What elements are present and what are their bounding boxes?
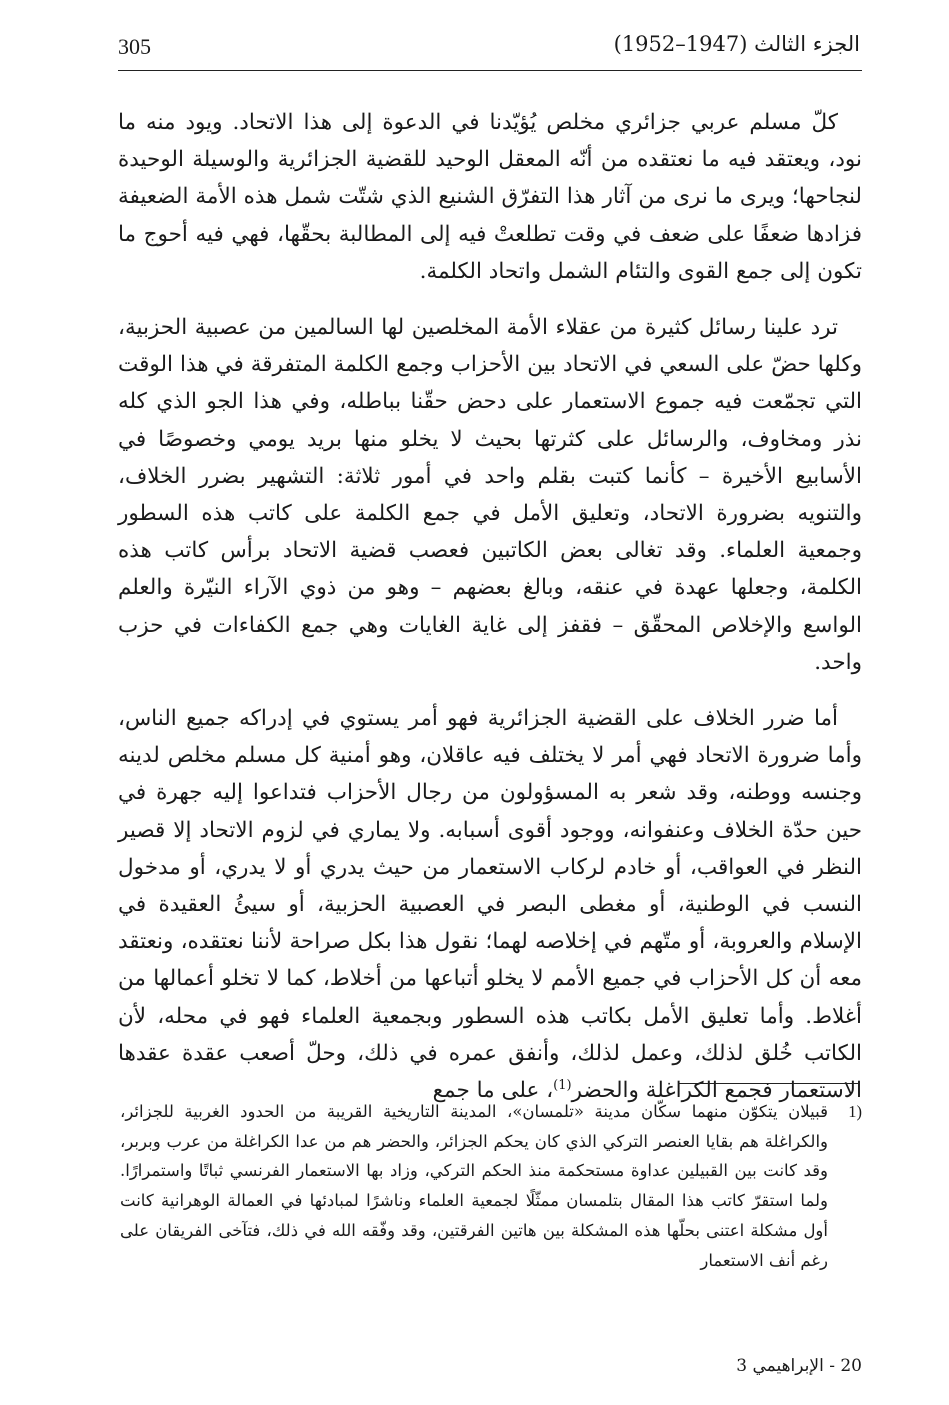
- page-header: [118, 30, 860, 66]
- page-number: 305: [118, 34, 151, 59]
- footnote-reference[interactable]: (1): [553, 1077, 572, 1093]
- running-title: الجزء الثالث (1947–1952): [613, 32, 860, 56]
- paragraph-3-text: أما ضرر الخلاف على القضية الجزائرية فهو أمر يستوي في إدراكه جميع الناس، وأما ضرورة الاتحاد فهي أمر لا يختلف فيه عاقلان، وهو أمنية كل مسلم مخلص لدينه وجنسه ووطنه، وقد شعر به المسؤولون من رجال الأحزاب فتداعوا إليه جهرة في حين حدّة الخلاف وعنفوانه، ووجود أقوى أسبابه. ولا يماري في لزوم الاتحاد إلا قصير النظر في العواقب، أو خادم لركاب الاستعمار من حيث يدري أو لا يدري، أو مدخول النسب في الوطنية، أو مغطى البصر في العصبية الحزبية، أو سيئُ العقيدة في الإسلام والعروبة، أو متّهم في إخلاصه لهما؛ نقول هذا بكل صراحة لأننا نعتقده، ونعتقد معه أن كل الأحزاب في جميع الأمم لا يخلو أتباعها من أخلاط، كما لا تخلو أعمالها من أغلاط. وأما تعليق الأمل بكاتب هذه السطور وبجمعية العلماء فهو في محله، لأن الكاتب خُلق لذلك، وعمل لذلك، وأنفق عمره في ذلك، وحلّ أصعب عقدة عقدها الاستعمار فجمع الكراغلة والحضر: [118, 706, 862, 1104]
- body-text: [118, 104, 862, 1128]
- paragraph-3-tail: ، على ما جمع: [432, 1078, 554, 1104]
- footnote-marker: 1): [848, 1102, 862, 1121]
- footnote-text: قبيلان يتكوّن منهما سكّان مدينة «تلمسان»، المدينة التاريخية القريبة من الحدود الغربية للجزائر، والكراغلة هم بقايا العنصر التركي الذي كان يحكم الجزائر، والحضر هم من عدا الكراغلة من عرب وبربر، وقد كانت بين القبيلين عداوة مستحكمة منذ الحكم التركي، وزاد بها الاستعمار الفرنسي ثباتًا واستمرارًا. ولما استقرّ كاتب هذا المقال بتلمسان ممثّلًا لجمعية العلماء وناشرًا لمبادئها في العمالة الوهرانية كانت أول مشكلة اعتنى بحلّها هذه المشكلة بين هاتين الفرقتين، وقد وفّقه الله في ذلك، فتآخى الفريقان على رغم أنف الاستعمار: [120, 1102, 828, 1270]
- footnote-rule: [678, 1083, 860, 1084]
- footnote: [120, 1097, 862, 1275]
- paragraph-1: كلّ مسلم عربي جزائري مخلص يُؤيّدنا في الدعوة إلى هذا الاتحاد. ويود منه ما نود، ويعتقد فيه ما نعتقده من أنّه المعقل الوحيد للقضية الجزائرية والوسيلة الوحيدة لنجاحها؛ ويرى ما نرى من آثار هذا التفرّق الشنيع الذي شتّت شمل هذه الأمة الضعيفة فزادها ضعفًا على ضعف في وقت تطلعتْ فيه إلى المطالبة بحقّها، فهي فيه أحوج ما تكون إلى جمع القوى والتئام الشمل واتحاد الكلمة.: [118, 110, 862, 284]
- signature-mark: 20 - الإبراهيمي 3: [736, 1356, 862, 1376]
- paragraph-3: [118, 700, 862, 1109]
- header-rule: [118, 70, 862, 71]
- paragraph-2: ترد علينا رسائل كثيرة من عقلاء الأمة المخلصين لها السالمين من عصبية الحزبية، وكلها حضّ على السعي في الاتحاد بين الأحزاب وجمع الكلمة المتفرقة في هذا الوقت التي تجمّعت فيه جموع الاستعمار على دحض حقّنا بباطله، وفي هذا الجو الذي كله نذر ومخاوف، والرسائل على كثرتها بحيث لا يخلو منها بريد يومي وخصوصًا في الأسابيع الأخيرة – كأنما كتبت بقلم واحد في أمور ثلاثة: التشهير بضرر الخلاف، والتنويه بضرورة الاتحاد، وتعليق الأمل في جمع الكلمة على كاتب هذه السطور وجمعية العلماء. وقد تغالى بعض الكاتبين فعصب قضية الاتحاد برأس كاتب هذه الكلمة، وجعلها عهدة في عنقه، وبالغ بعضهم – وهو من ذوي الآراء النيّرة والعلم الواسع والإخلاص المحقّق – فقفز إلى غاية الغايات وهي جمع الكفاءات في حزب واحد.: [118, 315, 863, 675]
